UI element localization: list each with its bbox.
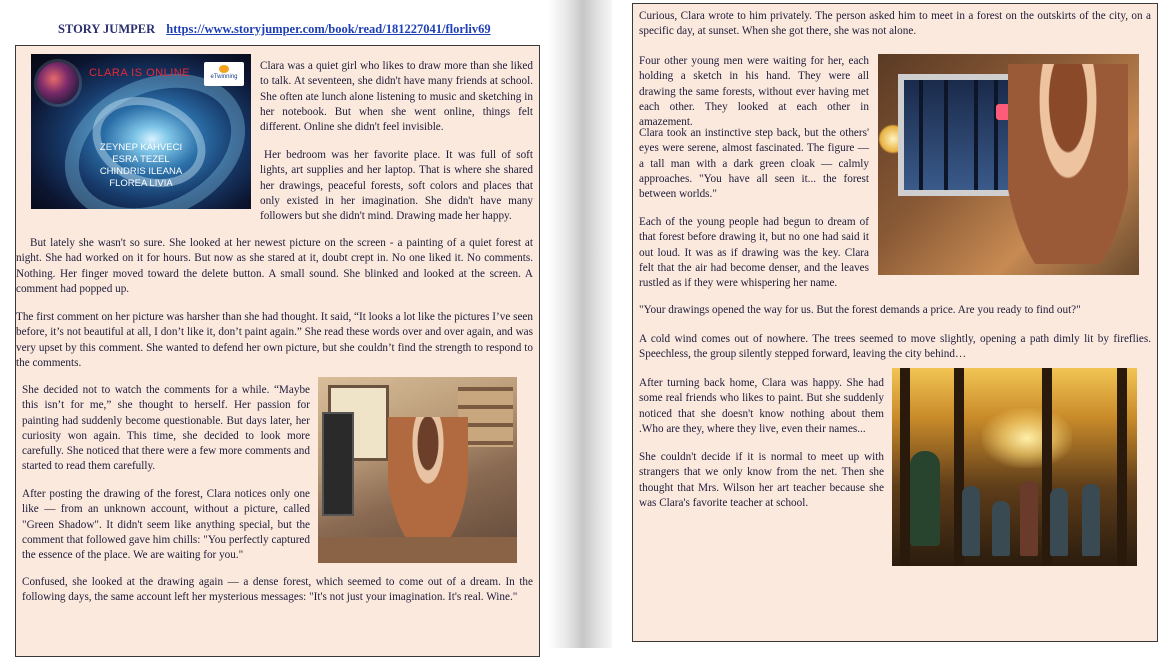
girl-figure	[1008, 64, 1128, 264]
author-name: ESRA TEZEL	[112, 154, 170, 165]
paragraph: "Your drawings opened the way for us. But the forest demands a price. Are you ready to find out?"	[639, 304, 1081, 316]
page-header	[58, 22, 491, 37]
paragraph: Clara took an instinctive step back, but the others' eyes were serene, almost fascinated. The figure — a tall man with a dark green cloak — calmly approaches. "You have all seen it... the forest between worlds."	[639, 127, 869, 201]
sunlight-glow	[982, 408, 1072, 468]
paragraph: Clara was a quiet girl who likes to draw more than she liked to talk. At seventeen, she didn't have many friends at school. She often ate lunch alone listening to music and sketching in her notebook. But when she went online, things felt different. Online she didn't feel invisible.	[260, 60, 533, 134]
person-figure	[1020, 481, 1038, 556]
cover-authors	[31, 142, 251, 190]
cloaked-figure	[910, 451, 940, 546]
person-figure	[992, 501, 1010, 556]
author-name: ZEYNEP KAHVECI	[99, 142, 183, 153]
book-gutter	[548, 0, 618, 648]
author-name: FLOREA LIVIA	[109, 178, 173, 189]
computer-screen	[898, 74, 1020, 196]
person-figure	[1082, 484, 1100, 556]
tree-shape	[944, 80, 948, 190]
tree-shape	[919, 80, 923, 190]
paragraph: She decided not to watch the comments for a while. “Maybe this isn’t for me,” she thought to herself. Her passion for painting had suddenly become questionable. But days later, her curiosity won again. This time, she decided to look more carefully. She noticed that there were a few more comments and started to read them carefully.	[22, 384, 310, 473]
girl-at-computer-illustration	[878, 54, 1139, 275]
paragraph: Curious, Clara wrote to him privately. The person asked him to meet in a forest on the outskirts of the city, on a specific day, at sunset. When she got there, she was not alone.	[639, 10, 1151, 38]
person-figure	[962, 486, 980, 556]
book-url-link[interactable]: https://www.storyjumper.com/book/read/181227041/florliv69	[166, 22, 491, 36]
girl-drawing-illustration	[318, 377, 517, 563]
site-name: STORY JUMPER	[58, 22, 156, 36]
author-name: CHINDRIS ILEANA	[99, 166, 183, 177]
paragraph: Four other young men were waiting for her, each holding a sketch in his hand. They were all drawing the same forests, without ever having met each other. They looked at each other in amazement.	[639, 55, 869, 129]
paragraph: A cold wind comes out of nowhere. The trees seemed to move slightly, opening a path dimly lit by fireflies. Speechless, the group silently stepped forward, leaving the city behind…	[639, 333, 1151, 361]
girl-figure	[388, 417, 468, 547]
forest-group-illustration	[892, 368, 1137, 566]
paragraph: After turning back home, Clara was happy. She had some real friends who likes to paint. But she suddenly noticed that she doesn't know nothing about them .Who are they, where they live, even their names...	[639, 377, 884, 435]
badge-label: eTwinning	[210, 74, 238, 80]
paragraph: She couldn't decide if it is normal to meet up with strangers that we only know from the net. Then she thought that Mrs. Wilson her art teacher because she was Clara's favorite teacher at school.	[639, 451, 884, 509]
tree-trunk	[900, 368, 910, 566]
cover-title: CLARA IS ONLINE	[89, 67, 191, 79]
book-cover-image	[31, 54, 251, 209]
paragraph: Her bedroom was her favorite place. It was full of soft lights, art supplies and her laptop. That is where she shared her drawings, peaceful forests, soft colors and places that only existed in her imagination. She didn't have many followers but she didn't mind. Drawing made her happy.	[260, 149, 533, 223]
person-figure	[1050, 488, 1068, 556]
tree-shape	[994, 80, 998, 190]
left-text-box	[15, 45, 540, 657]
tree-trunk	[1117, 368, 1127, 566]
paragraph: Confused, she looked at the drawing again — a dense forest, which seemed to come out of a dream. In the following days, the same account left her mysterious messages: "It's not just your imagination. It's real. Wine."	[22, 576, 533, 604]
right-text-box	[632, 3, 1158, 642]
paragraph: But lately she wasn't so sure. She looked at her newest picture on the screen - a painting of a quiet forest at night. She had worked on it for hours. But now as she stared at it, doubt crept in. No one liked it. No comments. Nothing. Her finger moved toward the delete button. A small sound. She blinked and looked at the screen. A comment had popped up.	[16, 237, 533, 295]
monitor-shape	[322, 412, 354, 516]
etwinning-logo-icon	[219, 65, 229, 73]
paragraph: After posting the drawing of the forest, Clara notices only one like — from an unknown account, without a picture, called "Green Shadow". It didn't seem like anything special, but the comment that followed gave him chills: "You perfectly captured the essence of the place. We are waiting for you."	[22, 488, 310, 562]
tree-shape	[974, 80, 978, 190]
etwinning-badge	[204, 62, 244, 86]
globe-icon	[37, 62, 79, 104]
paragraph: The first comment on her picture was harsher than she had thought. It said, “It looks a lot like the pictures I’ve seen before, it’s not beautiful at all, I don’t like it, don’t paint again.” She read these words over and over again, and was very upset by this comment. She wanted to defend her own picture, but she couldn’t find the strength to respond to the comments.	[16, 311, 533, 369]
desk-shape	[318, 537, 517, 563]
paragraph: Each of the young people had begun to dream of that forest before drawing it, but no one had said it out loud. It was as if drawing was the key. Clara felt that the air had become denser, and the leaves rustled as if they were whispering her name.	[639, 216, 869, 290]
